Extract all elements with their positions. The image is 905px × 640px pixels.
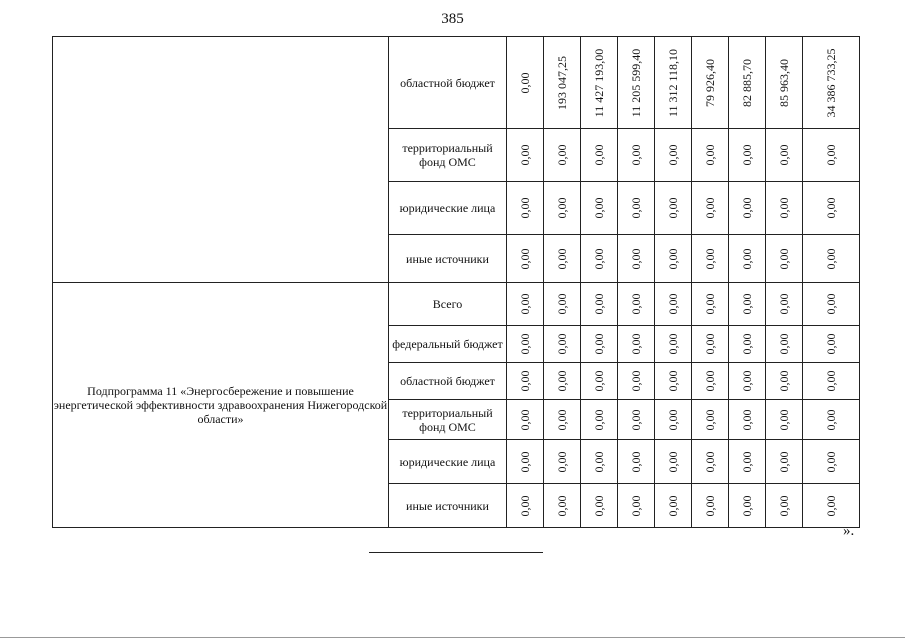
value-cell — [803, 440, 860, 484]
value-cell — [581, 440, 618, 484]
value-text: 0,00 — [703, 333, 717, 355]
value-cell — [803, 363, 860, 400]
value-text: 0,00 — [555, 248, 569, 269]
value-text: 0,00 — [824, 409, 838, 430]
value-cell — [692, 182, 729, 235]
value-text: 0,00 — [555, 495, 569, 516]
funding-source-cell: территориальный фонд ОМС — [389, 129, 507, 182]
value-text: 0,00 — [666, 409, 680, 430]
funding-source-cell: юридические лица — [389, 182, 507, 235]
value-cell — [507, 37, 544, 129]
value-text: 0,00 — [629, 248, 643, 269]
value-cell — [618, 37, 655, 129]
value-cell — [729, 440, 766, 484]
value-text: 0,00 — [777, 451, 791, 472]
value-cell — [729, 326, 766, 363]
funding-source-cell: иные источники — [389, 235, 507, 283]
value-cell — [729, 37, 766, 129]
funding-source-cell: областной бюджет — [389, 37, 507, 129]
funding-source-cell: территориальный фонд ОМС — [389, 400, 507, 440]
value-text: 0,00 — [666, 495, 680, 516]
value-cell — [544, 484, 581, 528]
value-text: 0,00 — [824, 197, 838, 219]
value-cell — [618, 182, 655, 235]
value-cell — [507, 400, 544, 440]
value-cell — [507, 235, 544, 283]
value-text: 0,00 — [740, 197, 754, 219]
value-text: 0,00 — [592, 197, 606, 219]
value-text: 0,00 — [703, 293, 717, 315]
value-text: 0,00 — [592, 495, 606, 516]
value-text: 0,00 — [824, 293, 838, 315]
value-text: 0,00 — [703, 144, 717, 166]
value-cell — [729, 363, 766, 400]
value-cell — [766, 235, 803, 283]
value-text: 0,00 — [518, 409, 532, 430]
value-cell — [655, 363, 692, 400]
closing-quote-mark: ». — [843, 523, 855, 539]
funding-source-cell: Всего — [389, 283, 507, 326]
value-text: 0,00 — [555, 197, 569, 219]
value-text: 0,00 — [740, 293, 754, 315]
value-cell — [766, 326, 803, 363]
value-cell — [581, 37, 618, 129]
value-cell — [655, 129, 692, 182]
footer-rule — [369, 552, 543, 553]
value-text: 0,00 — [777, 409, 791, 430]
funding-source-cell: иные источники — [389, 484, 507, 528]
value-cell — [766, 484, 803, 528]
value-cell — [618, 400, 655, 440]
value-text: 0,00 — [666, 144, 680, 166]
value-cell — [766, 182, 803, 235]
value-text: 0,00 — [518, 293, 532, 315]
value-text: 0,00 — [740, 144, 754, 166]
value-cell — [766, 363, 803, 400]
value-cell — [655, 400, 692, 440]
program-name-cell: Подпрограмма 11 «Энергосбережение и повышение энергетической эффективности здравоохранения Нижегородской области» — [53, 283, 389, 528]
value-cell — [507, 440, 544, 484]
value-cell — [618, 363, 655, 400]
financing-table — [52, 36, 860, 528]
value-cell — [729, 129, 766, 182]
value-cell — [618, 440, 655, 484]
value-cell — [692, 363, 729, 400]
value-cell — [692, 37, 729, 129]
value-text: 0,00 — [740, 495, 754, 516]
value-text: 0,00 — [629, 409, 643, 430]
table-row — [53, 37, 860, 129]
value-cell — [581, 283, 618, 326]
value-cell — [729, 182, 766, 235]
value-cell — [692, 400, 729, 440]
value-cell — [766, 440, 803, 484]
value-text: 0,00 — [666, 451, 680, 472]
value-text: 0,00 — [777, 248, 791, 269]
value-cell — [692, 283, 729, 326]
value-cell — [544, 363, 581, 400]
value-text: 11 427 193,00 — [592, 48, 606, 117]
value-text: 0,00 — [777, 495, 791, 516]
value-text: 0,00 — [518, 197, 532, 219]
value-cell — [692, 440, 729, 484]
value-text: 0,00 — [824, 370, 838, 392]
value-text: 0,00 — [629, 197, 643, 219]
value-text: 0,00 — [518, 248, 532, 269]
value-text: 0,00 — [777, 333, 791, 355]
funding-source-cell: федеральный бюджет — [389, 326, 507, 363]
value-text: 82 885,70 — [740, 58, 754, 107]
value-cell — [766, 37, 803, 129]
value-text: 0,00 — [592, 293, 606, 315]
value-cell — [618, 235, 655, 283]
value-text: 0,00 — [555, 409, 569, 430]
value-text: 0,00 — [629, 370, 643, 392]
value-cell — [692, 129, 729, 182]
value-cell — [544, 235, 581, 283]
value-cell — [803, 129, 860, 182]
value-cell — [581, 235, 618, 283]
value-cell — [655, 484, 692, 528]
value-text: 0,00 — [740, 333, 754, 355]
value-cell — [803, 37, 860, 129]
value-text: 0,00 — [518, 370, 532, 392]
value-text: 0,00 — [740, 248, 754, 269]
value-cell — [581, 400, 618, 440]
value-text: 79 926,40 — [703, 58, 717, 107]
value-cell — [581, 182, 618, 235]
value-text: 34 386 733,25 — [824, 48, 838, 117]
value-cell — [544, 37, 581, 129]
value-text: 11 312 118,10 — [666, 48, 680, 117]
value-text: 0,00 — [777, 370, 791, 392]
value-cell — [803, 283, 860, 326]
value-cell — [507, 326, 544, 363]
value-cell — [544, 129, 581, 182]
value-cell — [692, 235, 729, 283]
program-name-cell — [53, 37, 389, 283]
value-text: 0,00 — [666, 197, 680, 219]
value-cell — [544, 400, 581, 440]
value-text: 193 047,25 — [555, 55, 569, 110]
value-text: 0,00 — [666, 333, 680, 355]
value-text: 0,00 — [703, 451, 717, 472]
value-cell — [692, 484, 729, 528]
value-cell — [803, 400, 860, 440]
value-text: 0,00 — [777, 197, 791, 219]
value-cell — [581, 484, 618, 528]
value-cell — [803, 484, 860, 528]
value-cell — [581, 326, 618, 363]
value-text: 0,00 — [824, 495, 838, 516]
value-text: 0,00 — [518, 72, 532, 93]
value-text: 0,00 — [666, 293, 680, 315]
value-cell — [507, 129, 544, 182]
value-text: 0,00 — [629, 495, 643, 516]
scan-edge-line — [0, 637, 905, 638]
value-cell — [544, 326, 581, 363]
value-text: 0,00 — [777, 293, 791, 315]
value-text: 0,00 — [629, 451, 643, 472]
value-cell — [544, 440, 581, 484]
value-text: 11 205 599,40 — [629, 48, 643, 117]
value-text: 0,00 — [629, 333, 643, 355]
value-cell — [729, 484, 766, 528]
value-text: 0,00 — [740, 409, 754, 430]
value-text: 0,00 — [518, 495, 532, 516]
value-text: 0,00 — [629, 144, 643, 166]
value-text: 0,00 — [555, 451, 569, 472]
value-text: 0,00 — [666, 248, 680, 269]
value-cell — [655, 326, 692, 363]
value-cell — [618, 484, 655, 528]
value-text: 0,00 — [703, 197, 717, 219]
page-number: 385 — [441, 11, 464, 27]
value-text: 0,00 — [703, 370, 717, 392]
funding-source-cell: областной бюджет — [389, 363, 507, 400]
value-cell — [507, 363, 544, 400]
value-cell — [729, 283, 766, 326]
value-text: 0,00 — [592, 333, 606, 355]
value-cell — [655, 182, 692, 235]
value-text: 0,00 — [518, 144, 532, 166]
value-text: 0,00 — [555, 293, 569, 315]
value-cell — [803, 182, 860, 235]
value-text: 0,00 — [629, 293, 643, 315]
value-cell — [766, 283, 803, 326]
value-text: 0,00 — [555, 370, 569, 392]
value-cell — [544, 283, 581, 326]
value-cell — [507, 484, 544, 528]
value-cell — [766, 400, 803, 440]
value-text: 0,00 — [555, 333, 569, 355]
value-text: 0,00 — [592, 248, 606, 269]
funding-source-cell: юридические лица — [389, 440, 507, 484]
value-cell — [692, 326, 729, 363]
value-cell — [655, 440, 692, 484]
value-text: 85 963,40 — [777, 58, 791, 107]
value-text: 0,00 — [824, 451, 838, 472]
value-cell — [618, 129, 655, 182]
value-cell — [729, 400, 766, 440]
value-cell — [618, 283, 655, 326]
value-cell — [655, 235, 692, 283]
table-row — [53, 283, 860, 326]
value-text: 0,00 — [592, 409, 606, 430]
value-cell — [803, 235, 860, 283]
value-text: 0,00 — [518, 333, 532, 355]
value-text: 0,00 — [703, 409, 717, 430]
value-cell — [655, 283, 692, 326]
value-text: 0,00 — [824, 248, 838, 269]
value-text: 0,00 — [777, 144, 791, 166]
value-cell — [544, 182, 581, 235]
value-text: 0,00 — [592, 144, 606, 166]
value-text: 0,00 — [518, 451, 532, 472]
value-cell — [803, 326, 860, 363]
value-text: 0,00 — [555, 144, 569, 166]
value-text: 0,00 — [703, 495, 717, 516]
value-text: 0,00 — [740, 451, 754, 472]
value-text: 0,00 — [824, 144, 838, 166]
value-cell — [618, 326, 655, 363]
value-cell — [655, 37, 692, 129]
value-text: 0,00 — [666, 370, 680, 392]
value-text: 0,00 — [592, 370, 606, 392]
value-cell — [507, 182, 544, 235]
value-cell — [729, 235, 766, 283]
value-text: 0,00 — [824, 333, 838, 355]
value-cell — [581, 129, 618, 182]
value-cell — [581, 363, 618, 400]
value-text: 0,00 — [740, 370, 754, 392]
value-cell — [507, 283, 544, 326]
value-cell — [766, 129, 803, 182]
value-text: 0,00 — [592, 451, 606, 472]
value-text: 0,00 — [703, 248, 717, 269]
